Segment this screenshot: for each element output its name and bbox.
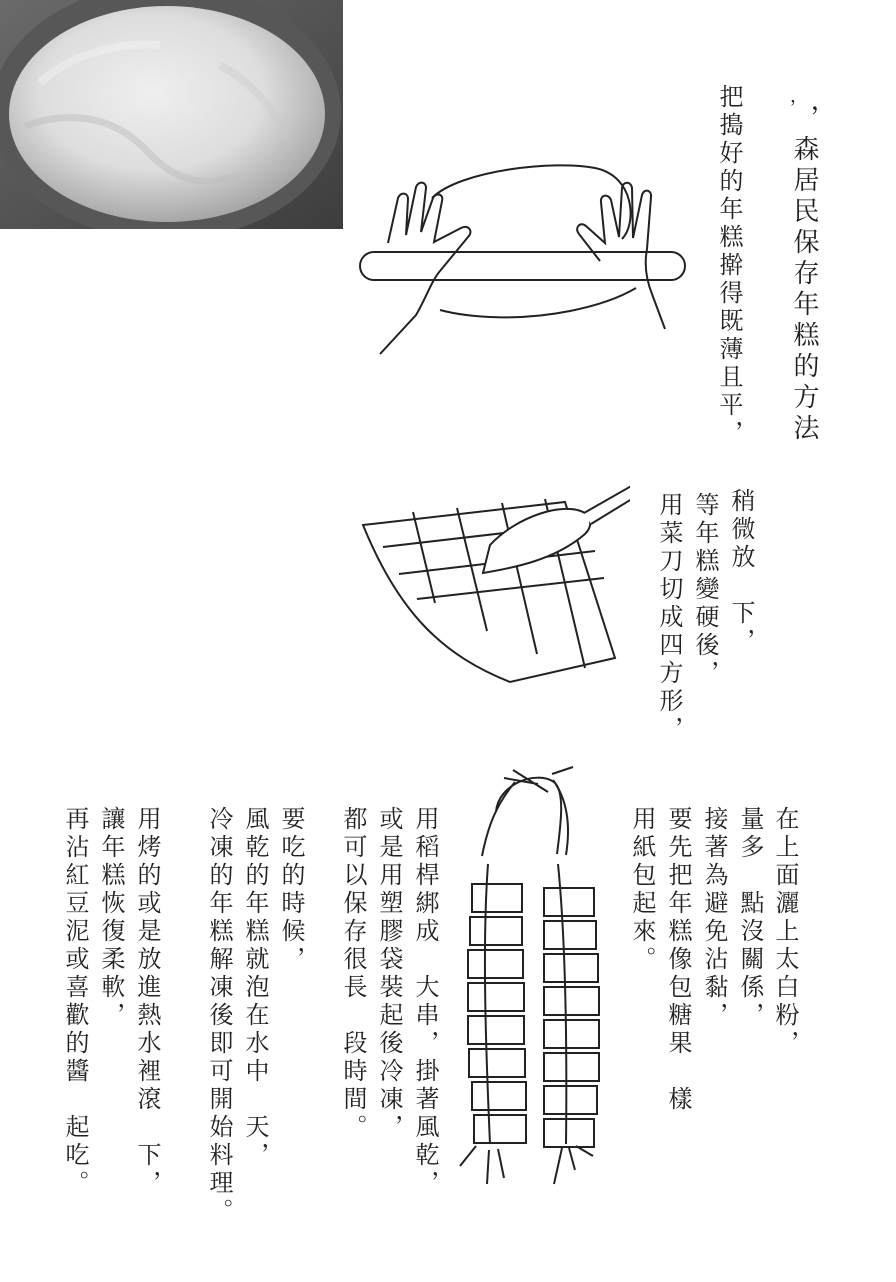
left-mochi-strand (460, 864, 526, 1184)
hanging-mochi-illustration (458, 764, 628, 1192)
rolling-pin-drawing (350, 140, 695, 360)
text-column-14: 風乾的年糕就泡在水中 天， (241, 806, 269, 1170)
text-column-16: 用烤的或是放進熱水裡滾 下， (133, 806, 161, 1198)
text-column-10: 用稻桿綁成 大串，掛著風乾， (411, 806, 439, 1198)
text-column-17: 讓年糕恢復柔軟， (97, 806, 125, 1030)
knife-cut-drawing (355, 478, 630, 693)
hanging-mochi-drawing (458, 764, 628, 1192)
text-column-8: 要先把年糕像包糖果 樣 (664, 806, 692, 1114)
text-column-12: 都可以保存很長 段時間。 (339, 806, 367, 1142)
text-column-15: 冷凍的年糕解凍後即可開始料理。 (205, 806, 233, 1226)
text-column-2: 稍微放 下， (727, 488, 755, 656)
text-column-3: 等年糕變硬後， (691, 492, 719, 688)
mochi-photo (0, 0, 343, 229)
text-column-5: 在上面灑上太白粉， (771, 806, 799, 1058)
text-column-18: 再沾紅豆泥或喜歡的醬 起吃。 (61, 806, 89, 1198)
mochi-photo-image (0, 0, 343, 229)
text-column-9: 用紙包起來。 (628, 806, 656, 974)
text-column-6: 量多 點沒關係， (736, 806, 764, 1030)
text-column-7: 接著為避免沾黏， (700, 806, 728, 1030)
knife-cut-illustration (355, 478, 630, 693)
title-mark: ， (790, 86, 808, 107)
text-column-11: 或是用塑膠袋裝起後冷凍， (375, 806, 403, 1142)
right-mochi-strand (544, 864, 599, 1184)
text-column-1: 把搗好的年糕擀得既薄且平， (715, 84, 743, 448)
text-column-4: 用菜刀切成四方形， (655, 492, 683, 744)
rolling-pin-illustration (350, 140, 695, 360)
text-column-13: 要吃的時候， (277, 806, 305, 974)
page-title: ，森居民保存年糕的方法 (789, 104, 819, 445)
